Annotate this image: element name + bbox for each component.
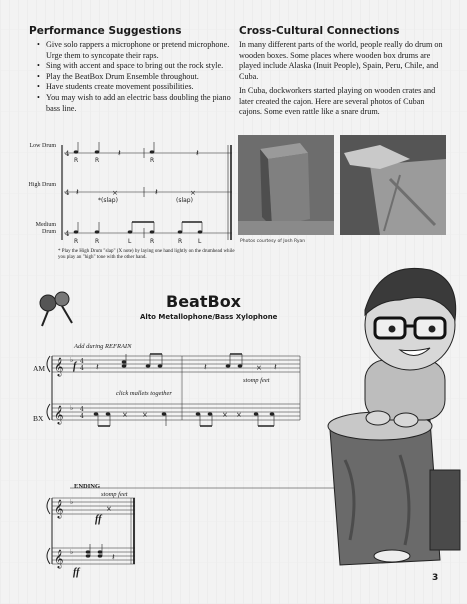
- beatbox-subtitle: Alto Metallophone/Bass Xylophone: [140, 313, 278, 321]
- ending-label: ENDING: [74, 483, 101, 490]
- boy-drummer-illustration: [328, 268, 460, 565]
- list-item: • Sing with accent and space to bring out the rock style.: [40, 61, 245, 72]
- svg-text:𝄞: 𝄞: [54, 499, 64, 518]
- svg-text:×: ×: [222, 411, 228, 419]
- sticking-letter: L: [128, 238, 132, 245]
- svg-text:𝄽: 𝄽: [118, 149, 121, 159]
- page-number: 3: [432, 573, 439, 583]
- performance-heading: Performance Suggestions: [29, 25, 182, 37]
- sticking-letter: R: [150, 238, 155, 245]
- sticking-letter: R: [74, 157, 79, 164]
- svg-text:𝄽: 𝄽: [96, 363, 99, 373]
- svg-text:4: 4: [65, 230, 70, 238]
- svg-text:𝄞: 𝄞: [54, 549, 64, 568]
- cross-cultural-paragraph-1: In many different parts of the world, people really do drum on wooden boxes. Some places where wooden box drums are played include Alaska (Inuit People), Spain, Peru, Chile, and Cuba.: [239, 40, 443, 81]
- svg-text:𝄽: 𝄽: [112, 553, 115, 563]
- svg-text:♭: ♭: [70, 498, 74, 506]
- photo-caption: Photos courtesy of Josh Ryan: [240, 239, 306, 244]
- ending-stomp-marking: stomp feet: [101, 491, 128, 498]
- sticking-letter: R: [95, 238, 100, 245]
- svg-text:4: 4: [80, 406, 84, 413]
- am-label: AM: [33, 364, 46, 373]
- sticking-letter: R: [150, 157, 155, 164]
- svg-text:𝄽: 𝄽: [155, 188, 158, 198]
- svg-text:×: ×: [190, 189, 196, 197]
- drum-footnote: * Play the High Drum "slap" (X note) by laying one hand lightly on the drumhead while you play an "high" tone with the other hand.: [58, 249, 235, 260]
- svg-text:×: ×: [236, 411, 242, 419]
- list-item: • Have students create movement possibilities.: [40, 82, 245, 93]
- svg-text:𝄽: 𝄽: [76, 188, 79, 198]
- svg-text:♭: ♭: [70, 356, 74, 364]
- medium-drum-label: Medium Drum: [35, 222, 56, 235]
- svg-text:4: 4: [80, 413, 84, 420]
- sticking-letter: R: [178, 238, 183, 245]
- high-drum-label: High Drum: [28, 182, 56, 188]
- mallets-icon: [40, 292, 72, 326]
- svg-text:4: 4: [65, 150, 70, 158]
- slap-marking: *(slap): [98, 197, 118, 204]
- stomp-feet-marking: stomp feet: [243, 377, 270, 384]
- cross-cultural-heading: Cross-Cultural Connections: [239, 25, 400, 37]
- svg-text:4: 4: [80, 365, 84, 372]
- svg-text:♭: ♭: [70, 404, 74, 412]
- list-item: • Give solo rappers a microphone or pretend microphone. Urge them to syncopate their raps.: [40, 40, 245, 61]
- svg-text:×: ×: [142, 411, 148, 419]
- dynamic-ff: ff: [95, 514, 102, 525]
- svg-text:×: ×: [106, 505, 112, 513]
- bx-label: BX: [33, 414, 44, 423]
- click-mallets-marking: click mallets together: [116, 390, 172, 397]
- list-item: • You may wish to add an electric bass doubling the piano bass line.: [40, 93, 245, 114]
- sticking-letter: R: [74, 238, 79, 245]
- cross-cultural-paragraph-2: In Cuba, dockworkers started playing on wooden crates and later created the cajon. Here are several photos of Cuban cajons. Some even rattle like a snare drum.: [239, 86, 436, 117]
- sticking-letter: L: [198, 238, 202, 245]
- svg-text:4: 4: [65, 189, 70, 197]
- sticking-letter: R: [95, 157, 100, 164]
- svg-text:𝄽: 𝄽: [274, 363, 277, 373]
- dynamic-f: f: [73, 361, 77, 372]
- svg-text:𝄽: 𝄽: [204, 363, 207, 373]
- beatbox-title: BeatBox: [166, 292, 241, 311]
- svg-text:×: ×: [112, 189, 118, 197]
- svg-text:4: 4: [80, 358, 84, 365]
- svg-text:𝄞: 𝄞: [54, 357, 64, 376]
- svg-text:𝄽: 𝄽: [196, 149, 199, 159]
- list-item: • Play the BeatBox Drum Ensemble throughout.: [40, 72, 245, 83]
- add-during-marking: Add during REFRAIN: [74, 343, 132, 350]
- svg-text:𝄞: 𝄞: [54, 405, 64, 424]
- svg-text:×: ×: [256, 364, 262, 372]
- dynamic-ff: ff: [73, 567, 80, 578]
- low-drum-label: Low Drum: [29, 143, 56, 149]
- svg-text:♭: ♭: [70, 548, 74, 556]
- svg-text:×: ×: [122, 411, 128, 419]
- slap-marking: (slap): [176, 197, 193, 204]
